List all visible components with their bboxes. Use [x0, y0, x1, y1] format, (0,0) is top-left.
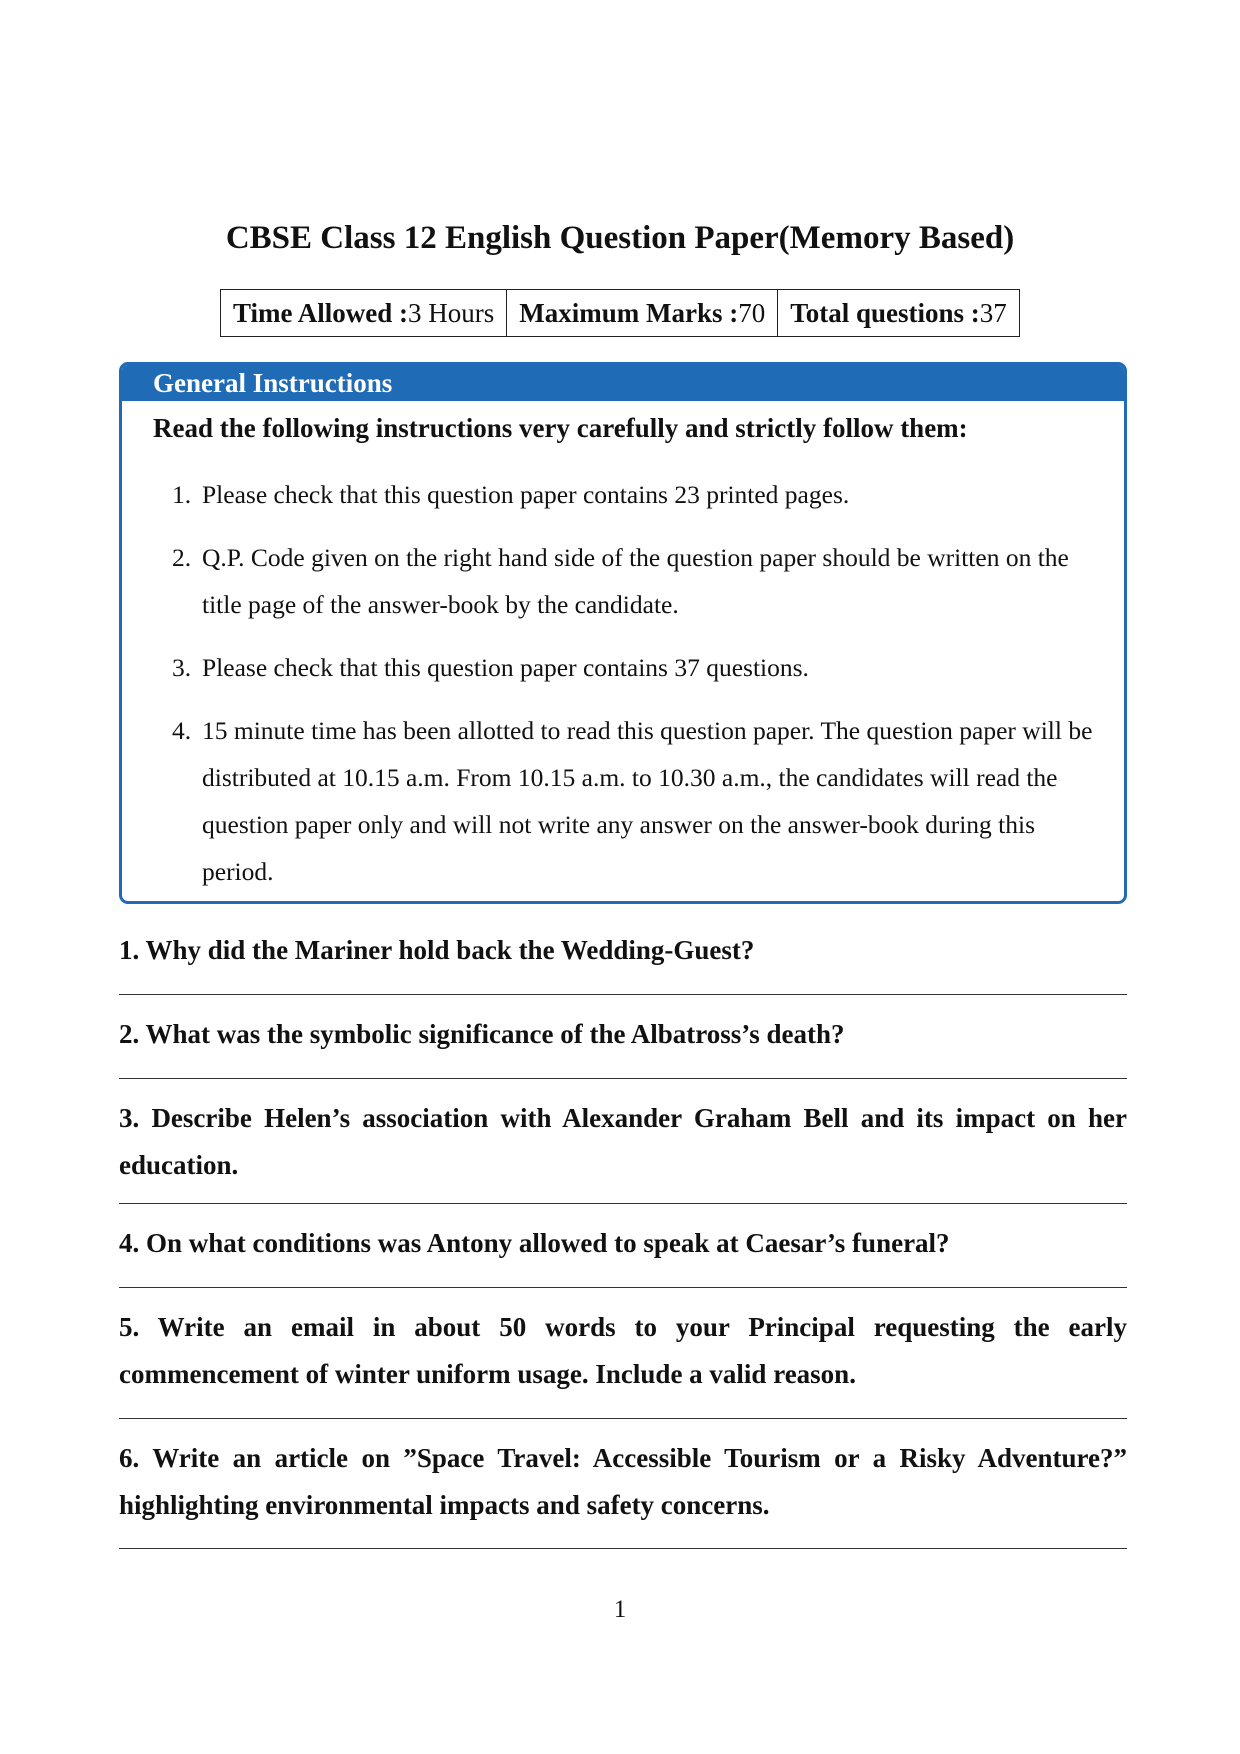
- answer-divider: [119, 1548, 1127, 1549]
- answer-divider: [119, 1078, 1127, 1079]
- page-title: CBSE Class 12 English Question Paper(Memory Based): [225, 220, 1015, 256]
- time-allowed-value: 3 Hours: [408, 297, 495, 328]
- question-2: 2. What was the symbolic significance of the Albatross’s death?: [119, 1019, 845, 1049]
- exam-info-table: [220, 289, 1020, 337]
- answer-divider: [119, 994, 1127, 995]
- instruction-item: [172, 644, 1102, 691]
- time-allowed-label: Time Allowed :: [233, 297, 408, 328]
- instruction-text: Q.P. Code given on the right hand side of the question paper should be written on the title page of the answer-book by the candidate.: [202, 543, 1069, 619]
- question-3: 3. Describe Helen’s association with Alexander Graham Bell and its impact on her education.: [119, 1103, 1127, 1180]
- answer-divider: [119, 1203, 1127, 1204]
- question-4: 4. On what conditions was Antony allowed to speak at Caesar’s funeral?: [119, 1228, 950, 1258]
- instruction-item: [172, 471, 1102, 518]
- total-questions-cell: [778, 290, 1019, 336]
- instructions-intro: Read the following instructions very carefully and strictly follow them:: [153, 413, 968, 443]
- question-6: 6. Write an article on ”Space Travel: Accessible Tourism or a Risky Adventure?” highlighting environmental impacts and safety concerns.: [119, 1443, 1127, 1520]
- answer-divider: [119, 1287, 1127, 1288]
- instructions-header: General Instructions: [122, 365, 1124, 401]
- time-allowed-cell: [221, 290, 507, 336]
- instruction-text: Please check that this question paper contains 23 printed pages.: [202, 480, 850, 509]
- instruction-number: 4.: [172, 716, 192, 745]
- total-questions-value: 37: [979, 297, 1007, 328]
- page-number: 1: [613, 1596, 627, 1623]
- instruction-item: [172, 707, 1102, 895]
- general-instructions-box: [119, 362, 1127, 904]
- instruction-number: 1.: [172, 480, 192, 509]
- instruction-number: 2.: [172, 543, 192, 572]
- instructions-list: [172, 471, 1102, 904]
- instruction-number: 3.: [172, 653, 192, 682]
- total-questions-label: Total questions :: [790, 297, 980, 328]
- instruction-item: [172, 534, 1102, 628]
- maximum-marks-value: 70: [738, 297, 766, 328]
- answer-divider: [119, 1418, 1127, 1419]
- question-1: 1. Why did the Mariner hold back the Wedding-Guest?: [119, 935, 755, 965]
- maximum-marks-cell: [507, 290, 778, 336]
- question-5: 5. Write an email in about 50 words to your Principal requesting the early commencement of winter uniform usage. Include a valid reason.: [119, 1312, 1127, 1389]
- instruction-text: 15 minute time has been allotted to read this question paper. The question paper will be distributed at 10.15 a.m. From 10.15 a.m. to 10.30 a.m., the candidates will read the question paper only and will not write any answer on the answer-book during this period.: [202, 716, 1093, 886]
- instruction-text: Please check that this question paper contains 37 questions.: [202, 653, 809, 682]
- maximum-marks-label: Maximum Marks :: [519, 297, 739, 328]
